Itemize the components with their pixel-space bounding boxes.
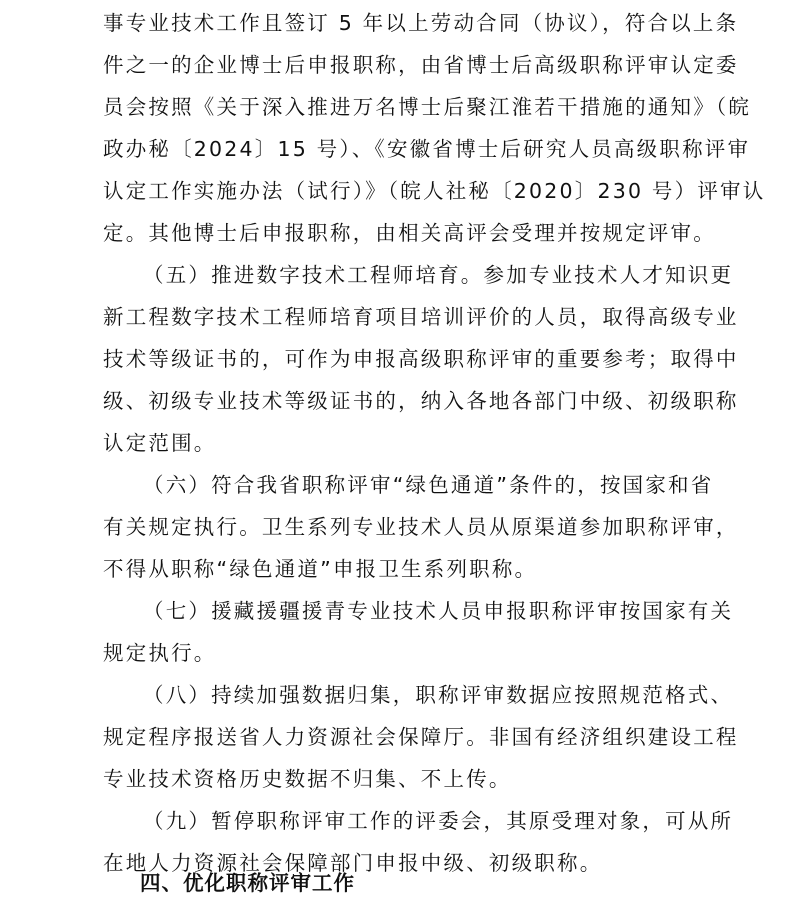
text-line: 专业技术资格历史数据不归集、不上传。 — [103, 767, 512, 791]
text-line: 员会按照《关于深入推进万名博士后聚江淮若干措施的通知》（皖 — [103, 95, 752, 119]
text-line: 技术等级证书的，可作为申报高级职称评审的重要参考；取得中 — [103, 347, 739, 371]
section-heading: 四、优化职称评审工作 — [140, 871, 355, 895]
paragraph-seven-start: （七）援藏援疆援青专业技术人员申报职称评审按国家有关 — [143, 599, 734, 623]
text-line: 有关规定执行。卫生系列专业技术人员从原渠道参加职称评审， — [103, 515, 739, 539]
text-line: 定。其他博士后申报职称，由相关高评会受理并按规定评审。 — [103, 221, 716, 245]
paragraph-six-start: （六）符合我省职称评审“绿色通道”条件的，按国家和省 — [143, 473, 714, 497]
text-line: 件之一的企业博士后申报职称，由省博士后高级职称评审认定委 — [103, 53, 739, 77]
text-line: 认定范围。 — [103, 431, 217, 455]
text-line: 级、初级专业技术等级证书的，纳入各地各部门中级、初级职称 — [103, 389, 739, 413]
text-line: 政办秘〔2024〕15 号）、《安徽省博士后研究人员高级职称评审 — [103, 137, 751, 161]
text-line: 在地人力资源社会保障部门申报中级、初级职称。 — [103, 851, 603, 875]
paragraph-eight-start: （八）持续加强数据归集，职称评审数据应按照规范格式、 — [143, 683, 734, 707]
text-line: 新工程数字技术工程师培育项目培训评价的人员，取得高级专业 — [103, 305, 739, 329]
paragraph-five-start: （五）推进数字技术工程师培育。参加专业技术人才知识更 — [143, 263, 734, 287]
text-line: 规定执行。 — [103, 641, 217, 665]
text-line: 认定工作实施办法（试行）》（皖人社秘〔2020〕230 号）评审认 — [103, 179, 766, 203]
paragraph-nine-start: （九）暂停职称评审工作的评委会，其原受理对象，可从所 — [143, 809, 734, 833]
text-line: 事专业技术工作且签订 5 年以上劳动合同（协议），符合以上条 — [103, 11, 739, 35]
text-line: 规定程序报送省人力资源社会保障厅。非国有经济组织建设工程 — [103, 725, 739, 749]
text-line: 不得从职称“绿色通道”申报卫生系列职称。 — [103, 557, 538, 581]
